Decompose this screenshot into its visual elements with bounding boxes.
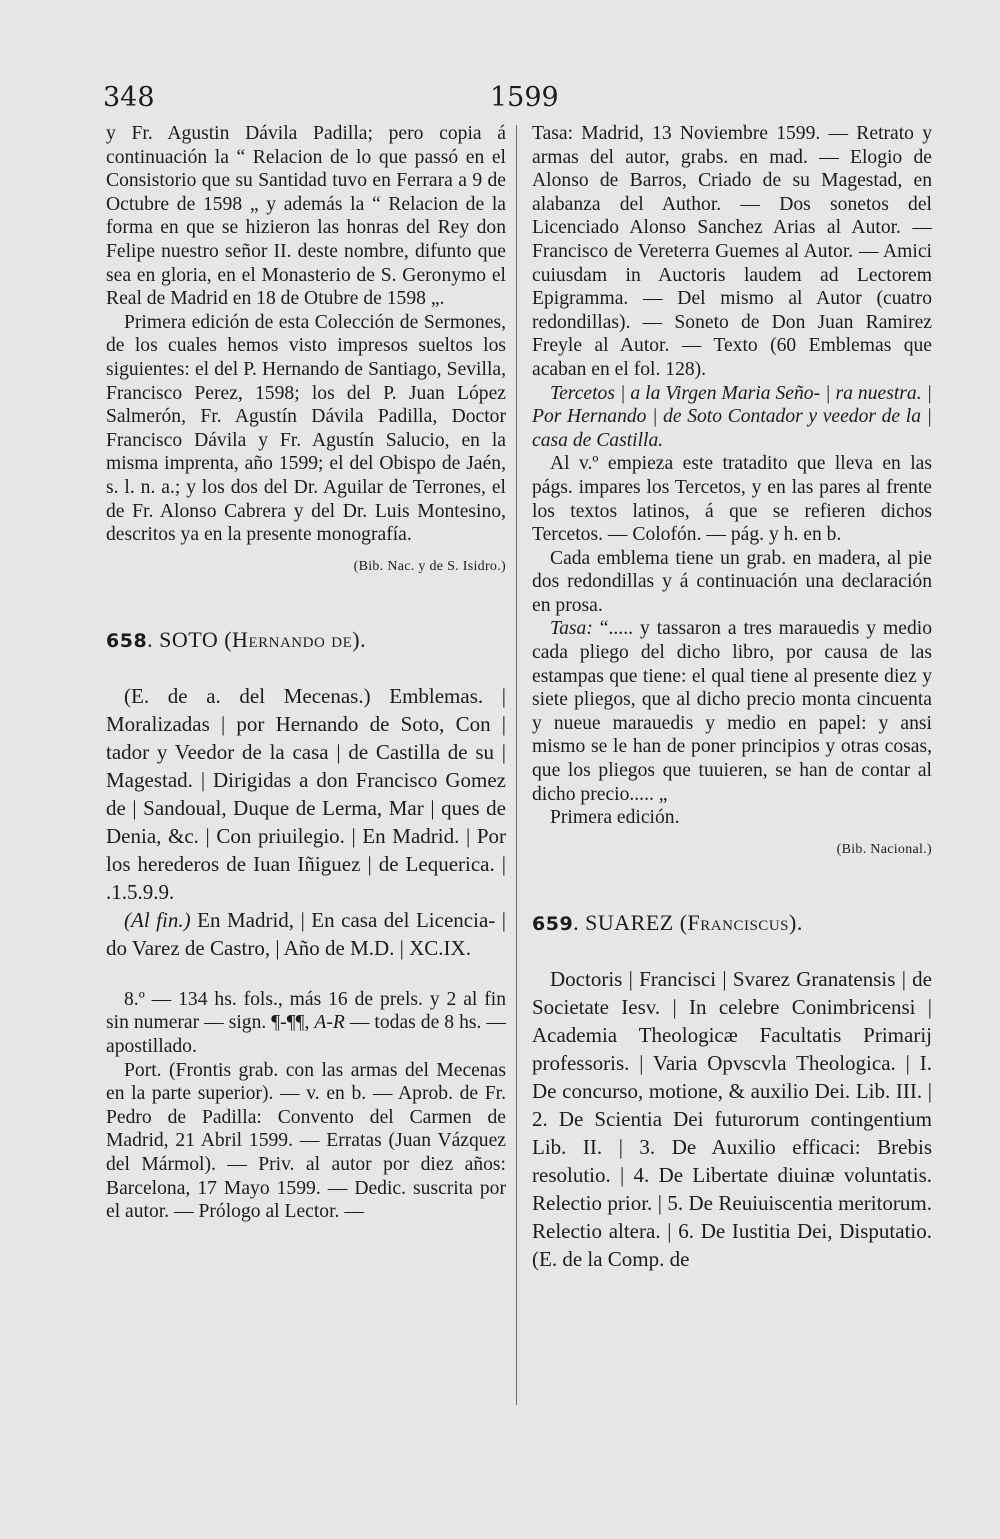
left-column: [106, 122, 506, 1224]
column-divider: [516, 125, 517, 1405]
author-given-name: (Hernando de).: [224, 627, 367, 653]
paragraph: Cada emblema tiene un grab. en madera, al pie dos redondillas y á continuación una declaración en prosa.: [532, 547, 932, 616]
entry-heading-658: 658. SOTO (Hernando de).: [106, 627, 367, 653]
entry-heading-659: 659. SUAREZ (Franciscus).: [532, 910, 803, 936]
entry-number: 659: [532, 913, 574, 936]
book-title: Doctoris | Francisci | Svarez Granatensis | de Societate Iesv. | In celebre Conimbricensi | Academia Theologicæ Facultatis Primarij professoris. | Varia Opvscvla Theologica. | I. De concurso, motione, & auxilio Dei. Lib. III. | 2. De Scientia Dei futurorum contingentium Lib. II. | 3. De Auxilio efficaci: Brebis resolutio. | 4. De Libertate diuinæ voluntatis. Relectio prior. | 5. De Reuiuiscentia meritorum. Relectio altera. | 6. De Iustitia Dei, Disputatio. (E. de la Comp. de: [532, 967, 932, 1271]
colophon: (Al fin.) En Madrid, | En casa del Licencia- | do Varez de Castro, | Año de M.D. | XC.IX.: [106, 907, 506, 960]
colophon-lead: (Al fin.): [124, 907, 191, 932]
entry-number: 658: [106, 630, 148, 653]
author-surname: SOTO: [159, 627, 219, 653]
paragraph: y Fr. Agustin Dávila Padilla; pero copia á continuación la “ Relacion de lo que passó en el Consistorio que su Santidad tuvo en Ferrara a 9 de Octubre de 1598 „ y además la “ Relacion de la forma en que se hizieron las honras del Rey don Felipe nuestro señor II. deste nombre, difunto que sea en gloria, en el Monasterio de S. Geronymo el Real de Madrid en 18 de Otubre de 1598 „.: [106, 123, 506, 310]
paragraph: Primera edición de esta Colección de Sermones, de los cuales hemos visto impresos sueltos los siguientes: el del P. Hernando de Santiago, Sevilla, Francisco Perez, 1598; los del P. Juan López Salmerón, Fr. Agustín Dávila Padilla, Doctor Francisco Dávila y Fr. Agustín Salucio, en la misma imprenta, año 1599; el del Obispo de Jaén, s. l. n. a.; y los dos del Dr. Aguilar de Terrones, el de Fr. Alonso Cabrera y del Dr. Luis Montesino, descritos ya en la presente monografía.: [106, 311, 506, 546]
paragraph: Al v.º empieza este tratadito que lleva en las págs. impares los Tercetos, y en las pares al frente los textos latinos, á que se refieren dichos Tercetos. — Colofón. — pág. y h. en b.: [532, 453, 932, 546]
author-surname: SUAREZ: [585, 910, 674, 936]
source-note: (Bib. Nacional.): [836, 841, 932, 857]
paragraph: Tasa: Madrid, 13 Noviembre 1599. — Retrato y armas del autor, grabs. en mad. — Elogio de Alonso de Barros, Criado de su Magestad, en alabanza del Author. — Dos sonetos del Licenciado Alonso Sanchez Arias al Autor. — Francisco de Vereterra Guemes al Autor. — Amici cuiusdam in Auctoris laudem ad Lectorem Epigramma. — Del mismo al Autor (cuatro redondillas). — Soneto de Don Juan Ramirez Freyle al Autor. — Texto (60 Emblemas que acaban en el fol. 128).: [532, 123, 932, 380]
tasa-quote: Tasa: “..... y tassaron a tres marauedis y medio cada pliego del dicho libro, por causa de las estampas que tiene: el qual tiene al presente diez y siete pliegos, que al dicho precio monta cincuenta y nueue marauedis y medio en papel: y ansi mismo se le han de poner principios y otras cosas, que los pliegos que tuuieren, se han de contar al dicho precio..... „: [532, 618, 932, 805]
paragraph: Port. (Frontis grab. con las armas del Mecenas en la parte superior). — v. en b. — Aprob. de Fr. Pedro de Padilla: Convento del Carmen de Madrid, 21 Abril 1599. — Erratas (Juan Vázquez del Mármol). — Priv. al autor por diez años: Barcelona, 17 Mayo 1599. — Dedic. suscrita por el autor. — Prólogo al Lector. —: [106, 1059, 506, 1223]
running-year: 1599: [490, 82, 559, 113]
page-number: 348: [103, 82, 155, 113]
collation: 8.º — 134 hs. fols., más 16 de prels. y 2 al fin sin numerar — sign. ¶-¶¶, A-R — todas de 8 hs. — apostillado.: [106, 988, 506, 1058]
spacer: [106, 962, 506, 988]
right-column: [532, 122, 932, 1273]
author-given-name: (Franciscus).: [679, 910, 803, 936]
source-note: (Bib. Nac. y de S. Isidro.): [353, 558, 506, 574]
paragraph: Primera edición.: [550, 807, 680, 829]
tercetos-title: Tercetos | a la Virgen Maria Seño- | ra nuestra. | Por Hernando | de Soto Contador y veedor de la | casa de Castilla.: [532, 382, 932, 451]
book-title: (E. de a. del Mecenas.) Emblemas. | Moralizadas | por Hernando de Soto, Con | tador y Veedor de la casa | de Castilla de su | Magestad. | Dirigidas a don Francisco Gomez de | Sandoual, Duque de Lerma, Mar | ques de Denia, &c. | Con priuilegio. | En Madrid. | Por los herederos de Iuan Iñiguez | de Lequerica. | .1.5.9.9.: [106, 683, 506, 904]
